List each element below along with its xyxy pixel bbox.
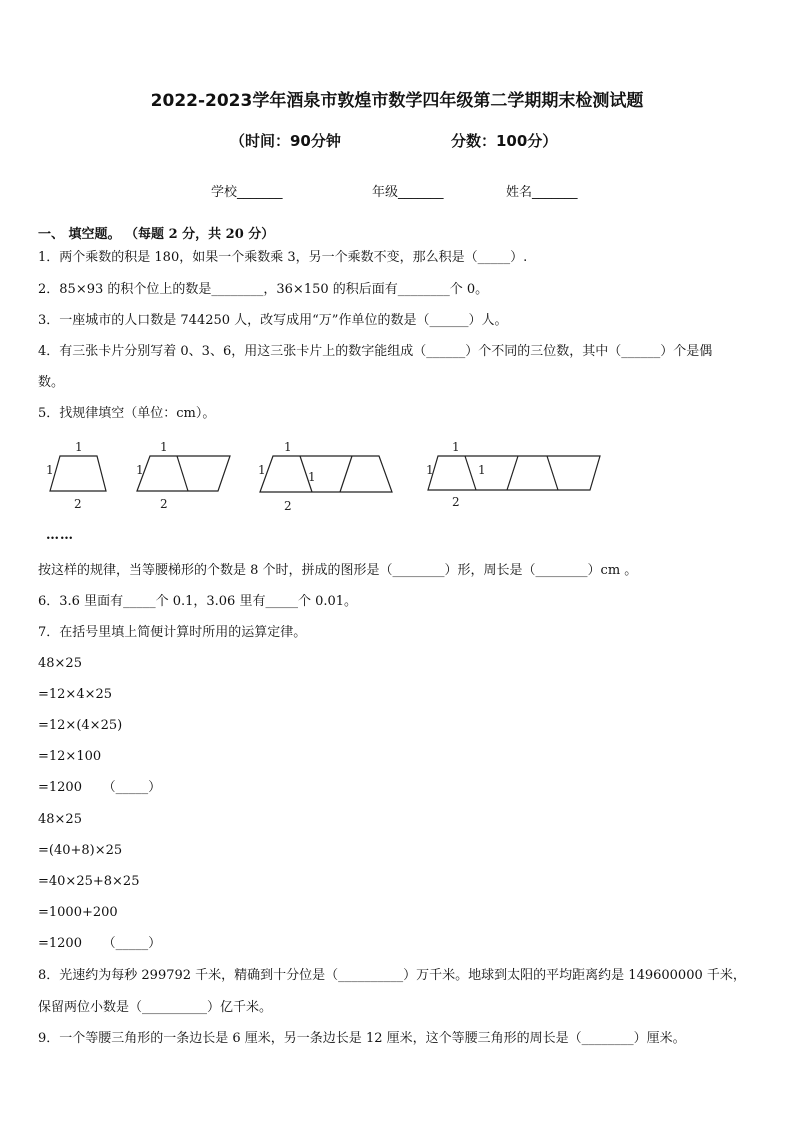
page-title: 2022-2023学年酒泉市敦煌市数学四年级第二学期期末检测试题 [150,91,644,111]
ellipsis-dots: …… [46,528,74,543]
question-3: 3．一座城市的人口数是 744250 人，改写成用“万”作单位的数是（______）人。 [38,313,508,328]
label-bottom: 2 [284,499,292,513]
label-side: 1 [136,463,144,477]
exam-score: 分数：100分） [451,132,558,150]
section-heading: 一、 填空题。 （每题 2 分，共 20 分） [38,227,275,242]
label-bottom: 2 [452,495,460,509]
question-7: 7．在括号里填上简便计算时所用的运算定律。 [38,625,307,640]
trapezoid-pattern-figure [40,436,610,516]
question-9: 9．一个等腰三角形的一条边长是 6 厘米，另一条边长是 12 厘米，这个等腰三角形的周长是（________）厘米。 [38,1031,686,1046]
question-8: 8．光速约为每秒 299792 千米，精确到十分位是（__________）万千米。地球到太阳的平均距离约是 149600000 千米， [38,968,746,983]
label-top: 1 [284,440,292,454]
question-5-cont: 按这样的规律，当等腰梯形的个数是 8 个时，拼成的图形是（________）形，周长是（________）cm 。 [38,563,638,578]
label-bottom: 2 [74,497,82,511]
calc-line: =1000+200 [38,905,118,920]
calc-line: =1200 （_____） [38,780,162,795]
label-top: 1 [452,440,460,454]
pattern-3 [258,440,392,513]
question-1: 1．两个乘数的积是 180，如果一个乘数乘 3，另一个乘数不变，那么积是（_____）. [38,250,528,265]
question-6: 6．3.6 里面有_____个 0.1，3.06 里有_____个 0.01。 [38,594,358,609]
pattern-4 [426,440,600,509]
label-side: 1 [258,463,266,477]
calc-line: =12×4×25 [38,687,113,702]
label-top: 1 [75,440,83,454]
label-bottom: 2 [160,497,168,511]
school-field: 学校_______ [211,185,283,200]
question-5: 5．找规律填空（单位：cm）。 [38,406,216,421]
exam-time: （时间：90分钟 [230,132,341,150]
calc-line: 48×25 [38,812,82,827]
calc-line: =40×25+8×25 [38,874,140,889]
label-side: 1 [46,463,54,477]
question-8-cont: 保留两位小数是（__________）亿千米。 [38,1000,273,1015]
label-side: 1 [308,470,316,484]
calc-line: =12×100 [38,749,102,764]
question-2: 2．85×93 的积个位上的数是________，36×150 的积后面有________个 0。 [38,282,489,297]
pattern-1 [46,440,106,511]
calc-line: =1200 （_____） [38,936,162,951]
calc-line: =12×(4×25) [38,718,123,733]
name-field: 姓名_______ [506,185,578,200]
grade-field: 年级_______ [372,185,444,200]
pattern-2 [136,440,230,511]
calc-line: 48×25 [38,656,82,671]
label-side: 1 [426,463,434,477]
label-top: 1 [160,440,168,454]
question-4: 4．有三张卡片分别写着 0、3、6，用这三张卡片上的数字能组成（______）个不同的三位数，其中（______）个是偶 [38,344,713,359]
question-4-cont: 数。 [38,375,65,390]
label-side: 1 [478,463,486,477]
calc-line: =(40+8)×25 [38,843,123,858]
